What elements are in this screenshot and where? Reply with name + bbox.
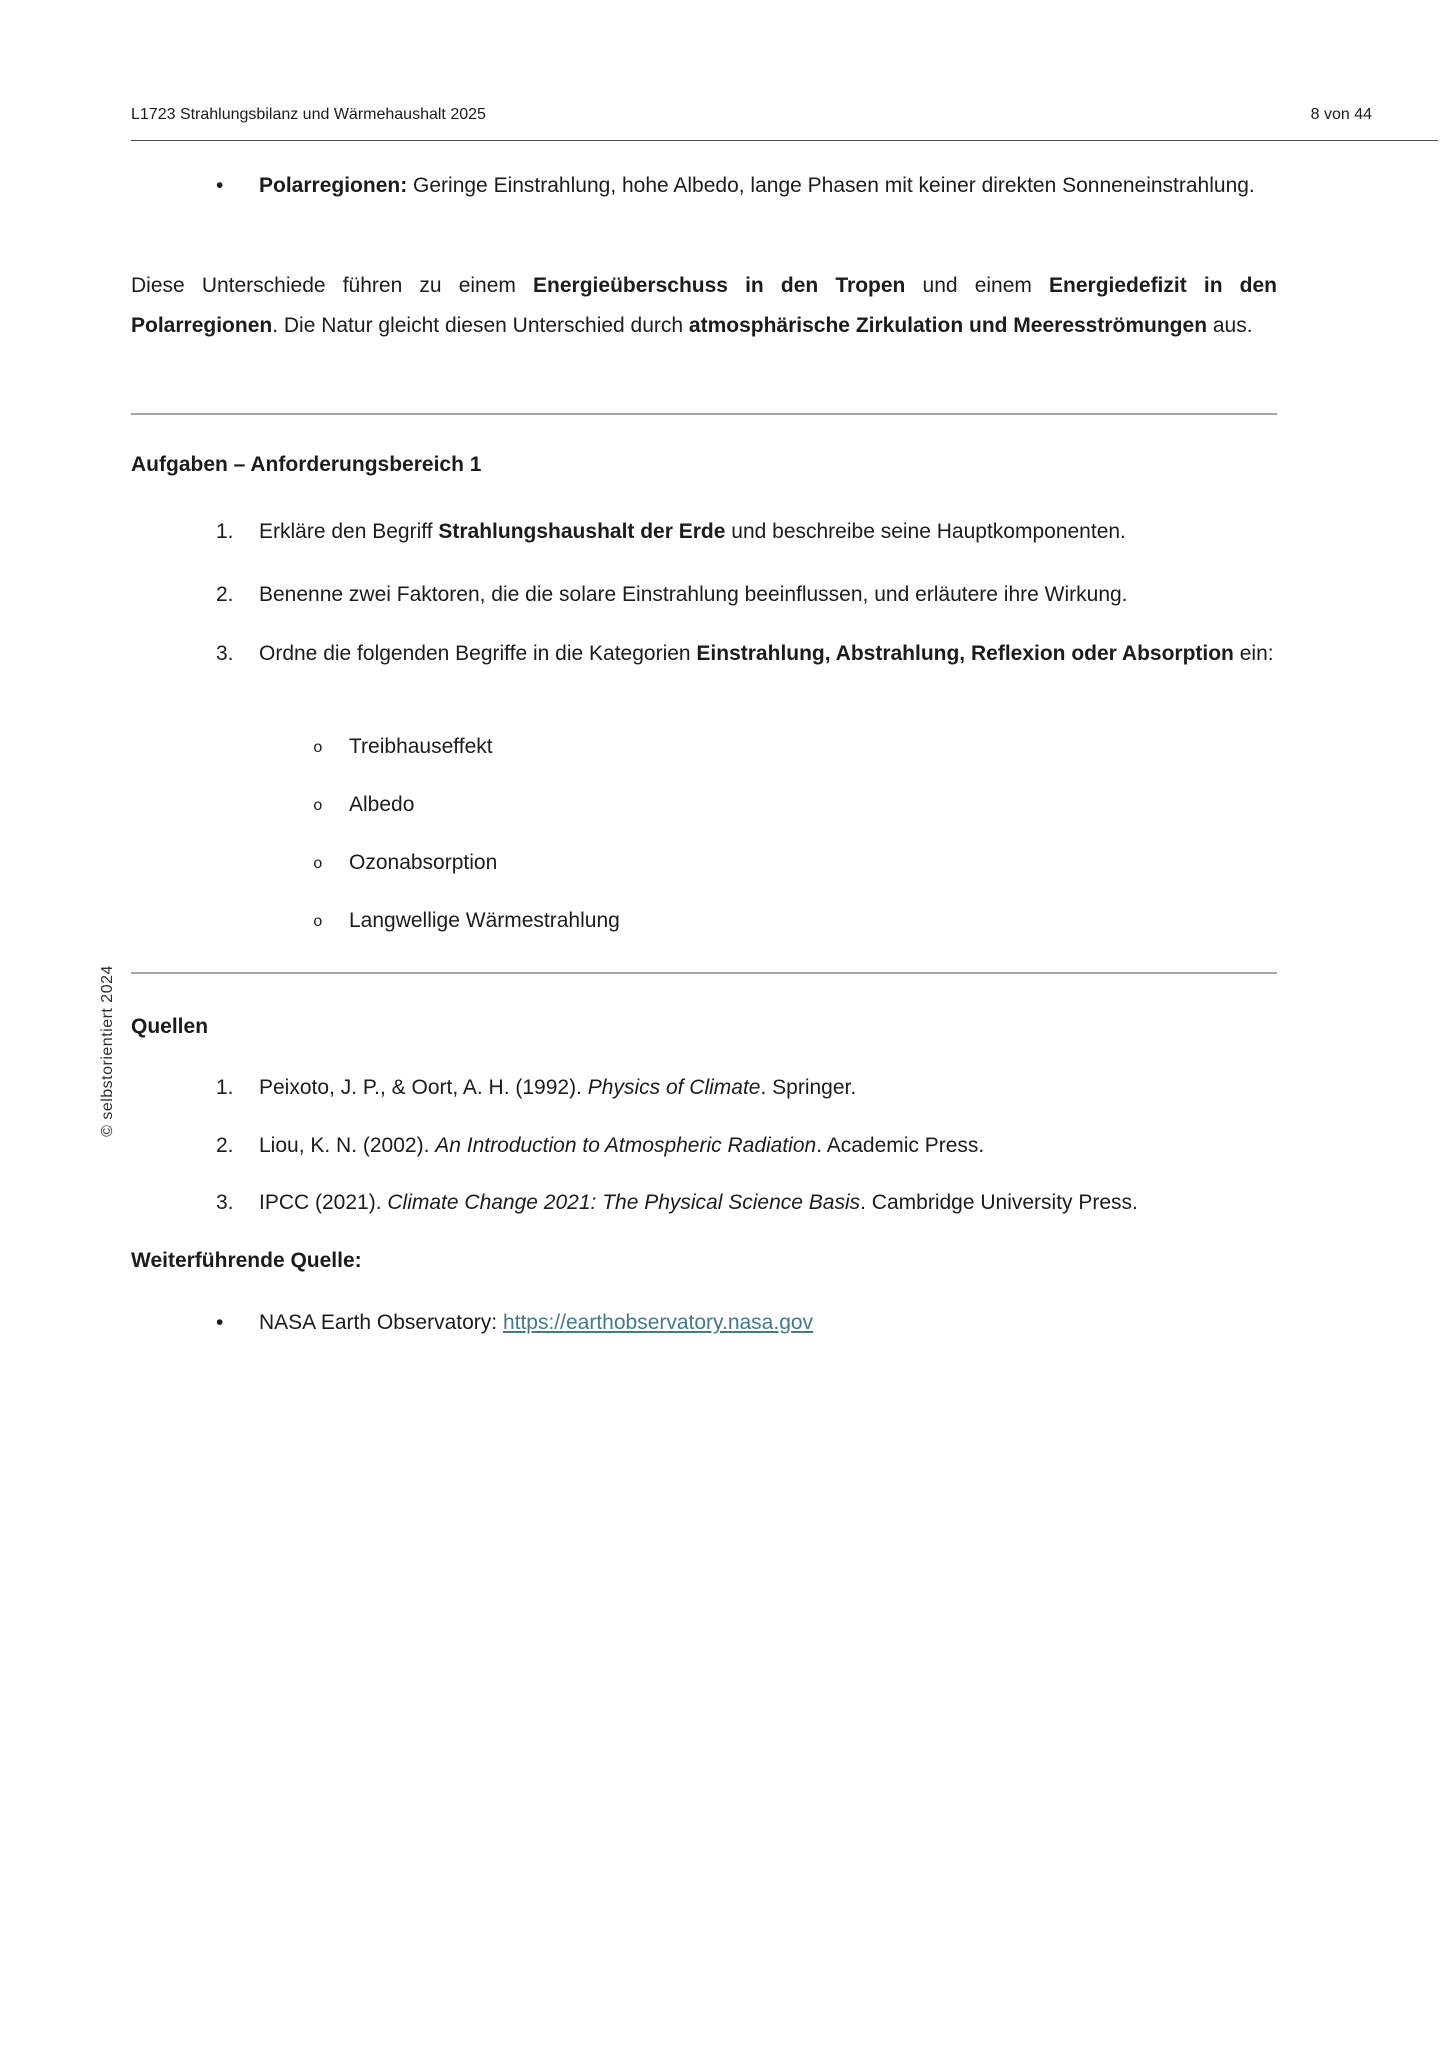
content-column [131, 0, 1277, 2048]
task-text-3 [131, 634, 1277, 674]
copyright-watermark: © selbstorientiert 2024 [99, 965, 116, 1137]
sub-item-ozonabsorption [131, 843, 1277, 883]
text-run: . Academic Press. [816, 1134, 985, 1157]
text-run: . Springer. [760, 1076, 857, 1099]
source-number-1: 1. [216, 1076, 234, 1099]
text-run: atmosphärische Zirkulation und Meeresströmungen [688, 314, 1208, 337]
circle-bullet-icon: o [313, 797, 323, 815]
text-run: Energieüberschuss in den Tropen [533, 274, 906, 297]
bullet-text [131, 166, 1277, 206]
task-number-1: 1. [216, 520, 234, 543]
text-run: NASA Earth Observatory: [259, 1311, 503, 1334]
text-run: Polarregionen: [259, 174, 414, 197]
text-run: Diese Unterschiede führen zu einem [131, 274, 534, 297]
sub-item-treibhauseffekt [131, 727, 1277, 767]
sub-item-label: Treibhauseffekt [349, 735, 493, 758]
tasks-heading: Aufgaben – Anforderungsbereich 1 [131, 453, 482, 476]
source-number-2: 2. [216, 1134, 234, 1157]
sub-item-label: Langwellige Wärmestrahlung [349, 909, 620, 932]
bullet-icon: • [216, 1311, 224, 1334]
task-text-2 [131, 580, 1277, 610]
task-number-3: 3. [216, 642, 234, 665]
text-run: IPCC (2021). [259, 1191, 388, 1214]
text-run: Physics of Climate [587, 1076, 761, 1099]
task-item-2 [131, 580, 1277, 610]
task-item-1 [131, 517, 1277, 547]
further-sources-heading: Weiterführende Quelle: [131, 1249, 362, 1272]
intro-paragraph [131, 266, 1277, 346]
source-text-2 [131, 1131, 1277, 1161]
circle-bullet-icon: o [313, 855, 323, 873]
source-text-3 [131, 1188, 1277, 1218]
text-run: Energiedefizit in den Polarregionen [131, 274, 1277, 337]
bullet-icon: • [216, 174, 224, 197]
text-run: Geringe Einstrahlung, hohe Albedo, lange Phasen mit keiner direkten Sonneneinstrahlung. [413, 174, 1255, 197]
further-source-text [131, 1308, 1277, 1338]
text-run: und einem [905, 274, 1050, 297]
sub-list [131, 727, 1277, 959]
task-item-3 [131, 634, 1277, 674]
text-run: Einstrahlung, Abstrahlung, Reflexion oder Absorption [696, 642, 1234, 665]
section-divider-1 [131, 413, 1277, 415]
task-text-1 [131, 517, 1277, 547]
text-run: Peixoto, J. P., & Oort, A. H. (1992). [259, 1076, 588, 1099]
bullet-item-polarregionen [131, 166, 1277, 206]
header-page-number: 8 von 44 [1310, 106, 1372, 123]
circle-bullet-icon: o [313, 913, 323, 931]
task-number-2: 2. [216, 583, 234, 606]
sub-item-label: Albedo [349, 793, 415, 816]
further-source-item [131, 1308, 1277, 1338]
circle-bullet-icon: o [313, 739, 323, 757]
sub-item-albedo [131, 785, 1277, 825]
text-run: Benenne zwei Faktoren, die die solare Einstrahlung beeinflussen, und erläutere ihre Wirkung. [259, 583, 1128, 606]
sources-heading: Quellen [131, 1015, 209, 1038]
text-run: . Die Natur gleicht diesen Unterschied durch [272, 314, 689, 337]
section-divider-2 [131, 972, 1277, 974]
source-item-2 [131, 1131, 1277, 1161]
header-title: L1723 Strahlungsbilanz und Wärmehaushalt 2025 [131, 106, 486, 123]
source-text-1 [131, 1073, 1277, 1103]
text-run: Erkläre den Begriff [259, 520, 439, 543]
hyperlink[interactable]: https://earthobservatory.nasa.gov [502, 1311, 814, 1334]
source-item-1 [131, 1073, 1277, 1103]
sub-item-label: Ozonabsorption [349, 851, 498, 874]
text-run: aus. [1207, 314, 1253, 337]
text-run: ein: [1233, 642, 1274, 665]
text-run: Liou, K. N. (2002). [259, 1134, 436, 1157]
text-run: . Cambridge University Press. [860, 1191, 1138, 1214]
source-number-3: 3. [216, 1191, 234, 1214]
sub-item-langwellige-waermestrahlung [131, 901, 1277, 941]
text-run: und beschreibe seine Hauptkomponenten. [725, 520, 1126, 543]
source-item-3 [131, 1188, 1277, 1218]
text-run: An Introduction to Atmospheric Radiation [435, 1134, 817, 1157]
text-run: Ordne die folgenden Begriffe in die Kategorien [259, 642, 697, 665]
text-run: Climate Change 2021: The Physical Science Basis [387, 1191, 861, 1214]
text-run: Strahlungshaushalt der Erde [438, 520, 726, 543]
